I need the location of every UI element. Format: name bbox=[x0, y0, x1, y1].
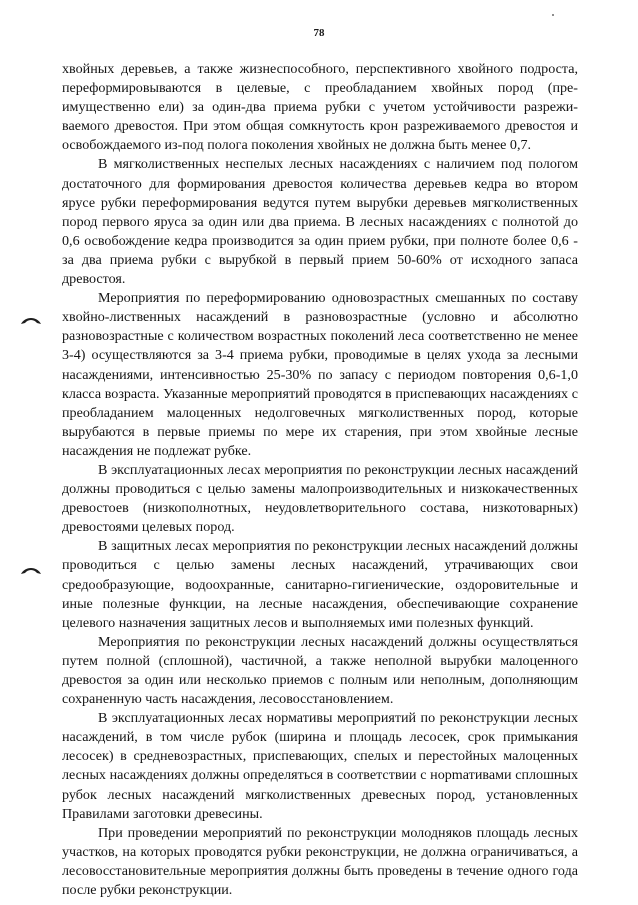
paragraph-young-stands: При проведении мероприятий по реконструкции молодняков площадь лесных участков, на которых проводятся рубки реконструкции, не должна ограничиваться, а лесовосстановительные мероприятия должны быть проведены в течение одного года после рубки реконструкции. bbox=[62, 824, 578, 899]
paragraph-reconstruction-methods: Мероприятия по реконструкции лесных насаждений должны осуществляться путем полной (сплошной), частичной, а также неполной вырубки малоценного древостоя за один или несколько приемов с полным или неполным, дополняющим сохраненную часть насаждения, лесовосстановлением. bbox=[62, 633, 578, 708]
page-number: 78 bbox=[313, 27, 325, 39]
paragraph-reconstruction-norms: В эксплуатационных лесах нормативы мероприятий по реконструкции лесных насаждений, в том числе рубок (ширина и площадь лесосек, срок примыкания лесосек) в средневозрастных, приспевающих, спелых и перестойных малоценных лесных насаждениях должны определяться в соответствии с норmативами сплошных рубок лесных насаждений мягколиственных древесных пород, установленных Правилами заготовки древесины. bbox=[62, 710, 578, 822]
paragraph-uneven-aged-reformation: Мероприятия по переформированию одновозрастных смешанных по составу хвойно-лиственных насаждений в разновозрастные (условно и абсолютно разновозрастные с количеством возрастных поколений леса соответственно не менее 3-4) осуществляются за 3-4 приема рубки, проводимые в целях ухода за лесными насаждениями, интенсивностью 25-30% по запасу с периодом повторения 0,6-1,0 класса возраста. Указанные мероприятий проводятся в приспевающих насаждениях с преобладанием малоценных недолговечных мягколиственных пород, которые вырубаются в первые приемы по мере их старения, при этом хвойные лесные насаждения не подлежат рубке. bbox=[62, 290, 578, 459]
page-body bbox=[62, 60, 578, 900]
paragraph-exploitation-forests: В эксплуатационных лесах мероприятия по реконструкции лесных насаждений должны проводиться с целью замены малопроизводительных и низкокачественных древостоев (низкополнотных, неудовлетворительного состава, низкотоварных) древостоями целевых пород. bbox=[62, 461, 578, 536]
binder-hole-mark-icon bbox=[20, 565, 42, 575]
scan-speck bbox=[552, 14, 554, 16]
paragraph-protective-forests: В защитных лесах мероприятия по реконструкции лесных насаждений должны проводиться с целью замены лесных насаждений, утрачивающих свои средообразующие, водоохранные, санитарно-гигиенические, оздоровительные и иные полезные функции, на лесные насаждения, обеспечивающие сохранение целевого назначения защитных лесов и выполняемых ими полезных функций. bbox=[62, 538, 578, 631]
paragraph-softwood-cedar: В мягколиственных неспелых лесных насаждениях с наличием под пологом достаточного для формирования древостоя количества деревьев кедра во втором ярусе рубки переформирования ведутся путем вырубки деревьев мягколиственных пород первого яруса за один или два приема. В лесных насаждениях с полнотой до 0,6 освобождение кедра производится за один прием рубки, при полноте более 0,6 - за два приема рубки с вырубкой в первый прием 50-60% от исходного запаса древостоя. bbox=[62, 156, 578, 288]
binder-hole-mark-icon bbox=[20, 315, 42, 325]
paragraph-continued: хвойных деревьев, а также жизнеспособного, перспективного хвойного подроста, переформировываются в целевые, с преобладанием хвойных пород (преимущественно ели) за один-два приема рубки с учетом устойчивости разреживаемого древостоя. При этом общая сомкнутость крон разреживаемого древостоя и освобождаемого из-под полога поколения хвойных не должна быть менее 0,7. bbox=[62, 61, 578, 154]
